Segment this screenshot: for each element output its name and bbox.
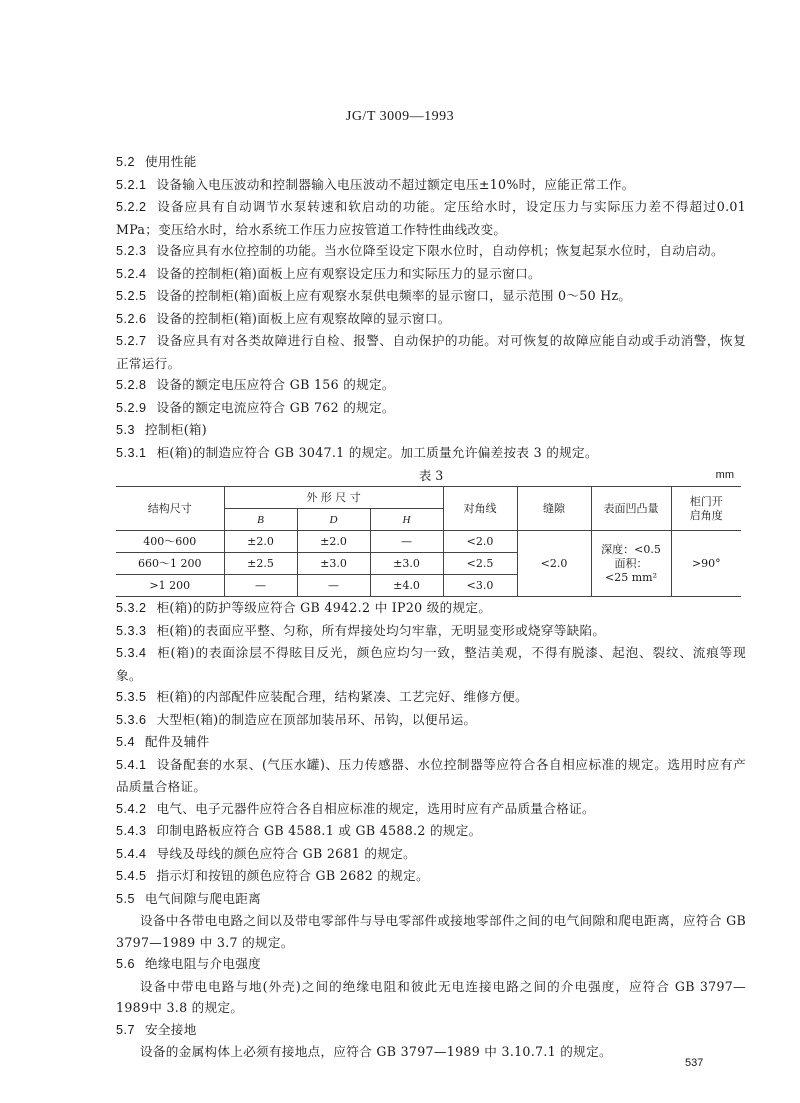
cell-surface-area: <25 mm²: [605, 570, 657, 584]
sections-top: [116, 151, 746, 464]
cell-surface-depth: 深度：<0.5: [601, 542, 661, 556]
clause-number: 5.6: [116, 957, 136, 971]
clause: [116, 263, 746, 286]
page-header: JG/T 3009—1993: [345, 109, 455, 124]
clause-text: 设备中带电电路与地(外壳)之间的绝缘电阻和彼此无电连接电路之间的介电强度，应符合 GB 3797—1989中 3.8 的规定。: [116, 978, 746, 1015]
sections-bottom: [116, 597, 746, 1063]
table-3: [116, 464, 746, 597]
clause: [116, 397, 746, 420]
cell-surface-area-label: 面积：: [614, 556, 648, 570]
cell-diagonal: <2.0: [443, 531, 517, 553]
clause: [116, 442, 746, 465]
clause: [116, 174, 746, 197]
clause: [116, 1019, 746, 1042]
clause-number: 5.2.2: [116, 200, 147, 214]
clause-number: 5.4.2: [116, 801, 147, 816]
clause-number: 5.2: [116, 155, 136, 169]
table-row: [116, 531, 741, 553]
document-body: [116, 151, 746, 1063]
clause-number: 5.4.3: [116, 824, 147, 838]
clause: [116, 419, 746, 442]
cell-h: ±3.0: [370, 553, 443, 575]
cell-size: 660～1 200: [116, 553, 224, 575]
clause: [116, 843, 746, 866]
clause: [116, 597, 746, 620]
clause: [116, 888, 746, 911]
clause-text: 指示灯和按钮的颜色应符合 GB 2682 的规定。: [156, 868, 429, 883]
clause: [116, 731, 746, 754]
table-caption-row: [116, 464, 746, 486]
header-gap: 缝隙: [517, 487, 591, 531]
clause: [116, 976, 746, 1019]
clause-number: 5.2.6: [116, 311, 147, 326]
header-d: D: [297, 509, 370, 531]
header-outer-dims: 外 形 尺 寸: [224, 487, 443, 509]
clause-number: 5.3.1: [116, 445, 147, 460]
clause-number: 5.3.5: [116, 690, 147, 704]
clause: [116, 285, 746, 308]
clause-text: 设备的金属构体上必须有接地点，应符合 GB 3797—1989 中 3.10.7.1 的规定。: [140, 1044, 612, 1059]
clause-number: 5.5: [116, 891, 136, 906]
cell-gap: <2.0: [517, 531, 591, 597]
clause-text: 柜(箱)的表面涂层不得眩目反光，颜色应均匀一致，整洁美观，不得有脱漆、起泡、裂纹、流痕等现象。: [116, 645, 746, 683]
clause-number: 5.2.7: [116, 334, 147, 348]
clause-text: 设备的控制柜(箱)面板上应有观察水泵供电频率的显示窗口，显示范围 0～50 Hz。: [156, 288, 632, 303]
cell-d: ±2.0: [297, 531, 370, 553]
clause-number: 5.2.4: [116, 266, 147, 281]
clause: [116, 754, 746, 798]
clause: [116, 374, 746, 397]
clause-number: 5.4.1: [116, 757, 147, 772]
clause: [116, 686, 746, 709]
clause-number: 5.3.2: [116, 601, 147, 615]
clause: [116, 308, 746, 331]
clause: [116, 820, 746, 843]
clause-number: 5.4.5: [116, 869, 147, 883]
clause-text: 安全接地: [145, 1021, 197, 1037]
clause-text: 电气、电子元器件应符合各自相应标准的规定，选用时应有产品质量合格证。: [156, 800, 595, 816]
cell-b: ±2.5: [224, 553, 297, 575]
clause-text: 设备的控制柜(箱)面板上应有观察设定压力和实际压力的显示窗口。: [156, 265, 541, 281]
cell-b: ±2.0: [224, 531, 297, 553]
clause-number: 5.2.5: [116, 289, 147, 303]
header-surface: 表面凹凸量: [591, 487, 671, 531]
clause: [116, 910, 746, 953]
cell-d: ±3.0: [297, 553, 370, 575]
cell-h: —: [370, 531, 443, 553]
clause-text: 柜(箱)的制造应符合 GB 3047.1 的规定。加工质量允许偏差按表 3 的规定。: [156, 444, 598, 460]
clause: [116, 865, 746, 888]
table-header-row: [116, 487, 741, 509]
clause-text: 电气间隙与爬电距离: [145, 890, 262, 906]
cell-b: —: [224, 575, 297, 597]
header-diagonal: 对角线: [443, 487, 517, 531]
header-door-angle: [671, 487, 741, 531]
header-h: H: [370, 509, 443, 531]
clause-text: 绝缘电阻与介电强度: [145, 956, 262, 971]
clause-number: 5.7: [116, 1022, 136, 1037]
clause: [116, 642, 746, 686]
clause-text: 设备的额定电压应符合 GB 156 的规定。: [156, 377, 395, 392]
clause-text: 设备应具有对各类故障进行自检、报警、自动保护的功能。对可恢复的故障应能自动或手动消警，恢复正常运行。: [116, 333, 746, 371]
clause-text: 设备应具有水位控制的功能。当水位降至设定下限水位时，自动停机；恢复起泵水位时，自动启动。: [156, 243, 724, 258]
clause-text: 印制电路板应符合 GB 4588.1 或 GB 4588.2 的规定。: [156, 823, 482, 838]
clause: [116, 798, 746, 821]
header-door-angle-line1: 柜门开: [689, 494, 723, 508]
clause-text: 柜(箱)的表面应平整、匀称，所有焊接处均匀牢靠，无明显变形或烧穿等缺陷。: [156, 622, 606, 638]
table-unit: mm: [715, 469, 734, 481]
cell-size: >1 200: [116, 575, 224, 597]
clause-number: 5.4: [116, 735, 136, 749]
clause-text: 设备的额定电流应符合 GB 762 的规定。: [156, 399, 395, 415]
clause-text: 设备输入电压波动和控制器输入电压波动不超过额定电压±10%时，应能正常工作。: [156, 176, 635, 192]
clause: [116, 196, 746, 240]
clause: [116, 151, 746, 174]
clause-number: 5.3.3: [116, 623, 147, 638]
cell-door-angle: >90°: [671, 531, 741, 597]
clause: [116, 1041, 746, 1063]
clause-number: 5.2.9: [116, 400, 147, 415]
clause-text: 使用性能: [145, 154, 197, 169]
cell-d: —: [297, 575, 370, 597]
clause: [116, 953, 746, 976]
page-number: 537: [685, 1057, 704, 1069]
clause: [116, 620, 746, 643]
cell-surface: [591, 531, 671, 597]
clause-number: 5.4.4: [116, 846, 147, 861]
clause-text: 设备应具有自动调节水泵转速和软启动的功能。定压给水时，设定压力与实际压力差不得超过0.01 MPa；变压给水时，给水系统工作压力应按管道工作特性曲线改变。: [116, 199, 746, 237]
clause-number: 5.2.1: [116, 177, 147, 192]
clause-text: 柜(箱)的内部配件应装配合理，结构紧凑、工艺完好、维修方便。: [156, 689, 528, 704]
header-b: B: [224, 509, 297, 531]
cell-size: 400～600: [116, 531, 224, 553]
header-door-angle-line2: 启角度: [689, 508, 723, 522]
clause: [116, 709, 746, 732]
clause-text: 设备中各带电电路之间以及带电零部件与导电零部件或接地零部件之间的电气间隙和爬电距离，应符合 GB 3797—1989 中 3.7 的规定。: [116, 913, 746, 950]
clause-number: 5.3.4: [116, 646, 147, 660]
clause-text: 大型柜(箱)的制造应在顶部加装吊环、吊钩，以便吊运。: [156, 711, 477, 727]
clause-text: 导线及母线的颜色应符合 GB 2681 的规定。: [156, 845, 416, 861]
clause-text: 柜(箱)的防护等级应符合 GB 4942.2 中 IP20 级的规定。: [156, 600, 492, 615]
clause: [116, 240, 746, 263]
clause-text: 设备的控制柜(箱)面板上应有观察故障的显示窗口。: [156, 310, 451, 326]
clause-text: 配件及辅件: [145, 734, 210, 749]
cell-h: ±4.0: [370, 575, 443, 597]
clause-number: 5.3: [116, 423, 136, 437]
clause-number: 5.2.3: [116, 244, 147, 258]
table-caption: 表 3: [418, 468, 444, 483]
cell-diagonal: <2.5: [443, 553, 517, 575]
clause: [116, 330, 746, 374]
clause-number: 5.2.8: [116, 378, 147, 392]
clause-text: 控制柜(箱): [145, 422, 208, 437]
clause-text: 设备配套的水泵、(气压水罐)、压力传感器、水位控制器等应符合各自相应标准的规定。选用时应有产品质量合格证。: [116, 756, 746, 794]
header-structure-size: 结构尺寸: [116, 487, 224, 531]
spec-table: [116, 486, 741, 597]
clause-number: 5.3.6: [116, 712, 147, 727]
cell-diagonal: <3.0: [443, 575, 517, 597]
